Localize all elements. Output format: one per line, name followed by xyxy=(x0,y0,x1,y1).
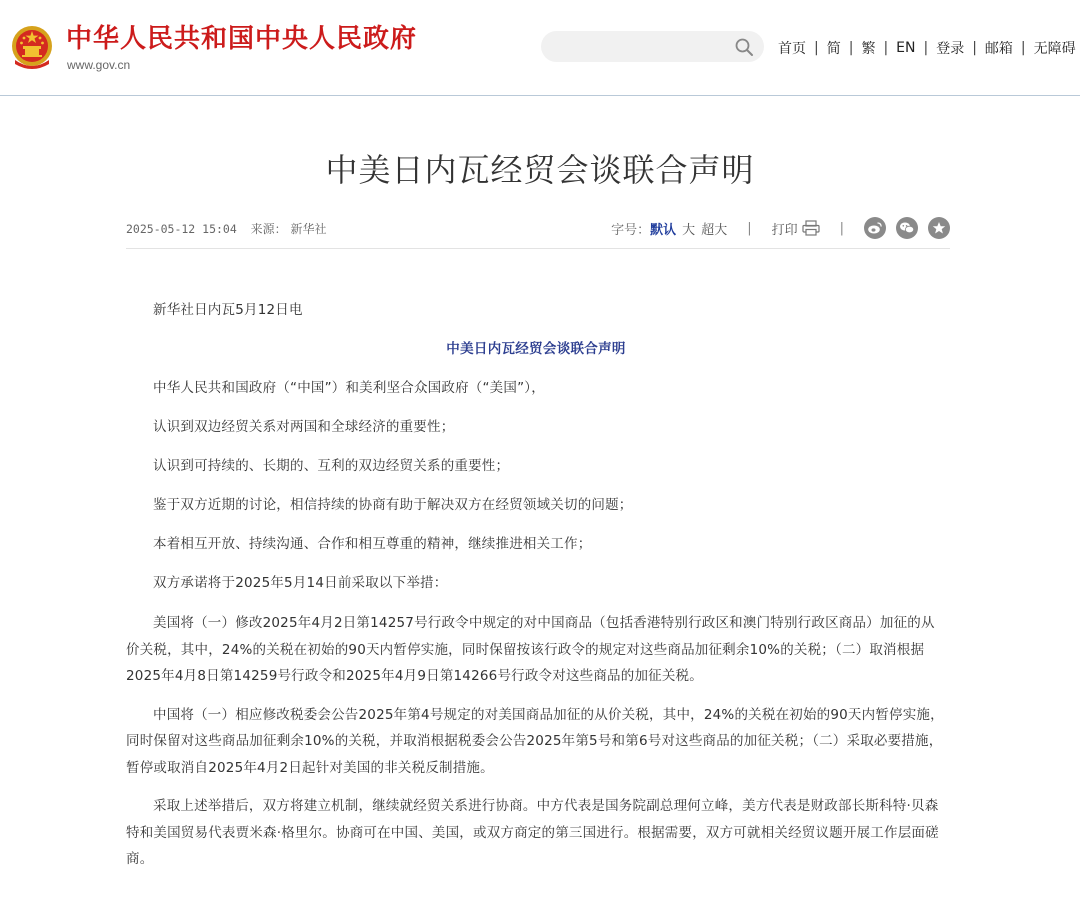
article-meta xyxy=(126,220,326,237)
search-box xyxy=(541,31,764,62)
nav-separator: | xyxy=(848,40,854,56)
font-size-default[interactable]: 默认 xyxy=(650,222,677,238)
paragraph: 认识到可持续的、长期的、互利的双边经贸关系的重要性； xyxy=(153,458,510,474)
top-nav xyxy=(772,38,1080,58)
nav-traditional[interactable]: 繁 xyxy=(861,41,876,57)
nav-separator: | xyxy=(814,40,819,56)
article-title: 中美日内瓦经贸会谈联合声明 xyxy=(325,151,755,189)
article-tools xyxy=(611,215,950,241)
font-size-large[interactable]: 大 xyxy=(682,222,696,238)
source-label: 来源： xyxy=(250,222,287,236)
paragraph: 本着相互开放、持续沟通、合作和相互尊重的精神，继续推进相关工作； xyxy=(153,536,592,552)
national-emblem-icon[interactable] xyxy=(9,24,55,72)
print-button[interactable] xyxy=(772,219,820,238)
nav-separator: | xyxy=(972,40,977,56)
paragraph: 采取上述举措后，双方将建立机制，继续就经贸关系进行协商。中方代表是国务院副总理何立峰，美方代表是财政部长斯科特·贝森特和美国贸易代表贾米森·格里尔。协商可在中国、美国，或双方商定的第三国进行。根据需要，双方可就相关经贸议题开展工作层面磋商。 xyxy=(126,798,939,867)
print-label: 打印 xyxy=(771,222,798,238)
publish-date: 2025-05-12 15:04 xyxy=(126,222,237,236)
nav-separator: | xyxy=(1020,40,1026,56)
weibo-icon[interactable] xyxy=(864,217,886,239)
wechat-icon[interactable] xyxy=(896,217,918,239)
article-content xyxy=(126,298,946,885)
nav-separator: | xyxy=(883,40,889,56)
source-name: 新华社 xyxy=(290,222,327,236)
dateline: 新华社日内瓦5月12日电 xyxy=(153,302,303,318)
nav-simplified[interactable]: 简 xyxy=(826,41,841,57)
divider: | xyxy=(839,220,844,236)
search-icon[interactable] xyxy=(734,37,754,57)
printer-icon xyxy=(802,220,820,236)
article-meta-bar xyxy=(126,215,950,249)
paragraph: 中国将（一）相应修改税委会公告2025年第4号规定的对美国商品加征的从价关税，其中，24%的关税在初始的90天内暂停实施，同时保留对这些商品加征剩余10%的关税，并取消根据税委会公告2025年第5号和第6号对这些商品的加征关税；（二）采取必要措施，暂停或取消自2025年4月2日起针对美国的非关税反制措施。 xyxy=(126,706,944,776)
nav-separator: | xyxy=(923,40,929,56)
paragraph: 中华人民共和国政府（“中国”）和美利坚合众国政府（“美国”）， xyxy=(153,380,545,396)
paragraph: 美国将（一）修改2025年4月2日第14257号行政令中规定的对中国商品（包括香港特别行政区和澳门特别行政区商品）加征的从价关税，其中，24%的关税在初始的90天内暂停实施，同时保留按该行政令的规定对这些商品加征剩余10%的关税；（二）取消根据2025年4月8日第14259号行政令和2025年4月9日第14266号行政令对这些商品的加征关税。 xyxy=(126,615,935,684)
nav-home[interactable]: 首页 xyxy=(778,41,806,57)
nav-accessibility[interactable]: 无障碍 xyxy=(1033,41,1076,57)
paragraph: 双方承诺将于2025年5月14日前采取以下举措： xyxy=(153,575,448,591)
paragraph: 鉴于双方近期的讨论，相信持续的协商有助于解决双方在经贸领域关切的问题； xyxy=(153,497,633,513)
site-url[interactable]: www.gov.cn xyxy=(67,58,131,72)
statement-title: 中美日内瓦经贸会谈联合声明 xyxy=(446,341,626,357)
nav-english[interactable]: EN xyxy=(896,40,916,56)
divider: | xyxy=(747,220,752,236)
nav-mail[interactable]: 邮箱 xyxy=(984,41,1013,57)
favorite-star-icon[interactable] xyxy=(928,217,950,239)
font-size-xlarge[interactable]: 超大 xyxy=(701,222,728,238)
search-input[interactable] xyxy=(553,36,723,57)
paragraph: 认识到双边经贸关系对两国和全球经济的重要性； xyxy=(153,419,455,435)
site-title[interactable]: 中华人民共和国中央人民政府 xyxy=(66,24,418,54)
site-header xyxy=(0,0,1080,96)
font-size-label: 字号： xyxy=(611,222,651,238)
nav-login[interactable]: 登录 xyxy=(936,41,965,57)
